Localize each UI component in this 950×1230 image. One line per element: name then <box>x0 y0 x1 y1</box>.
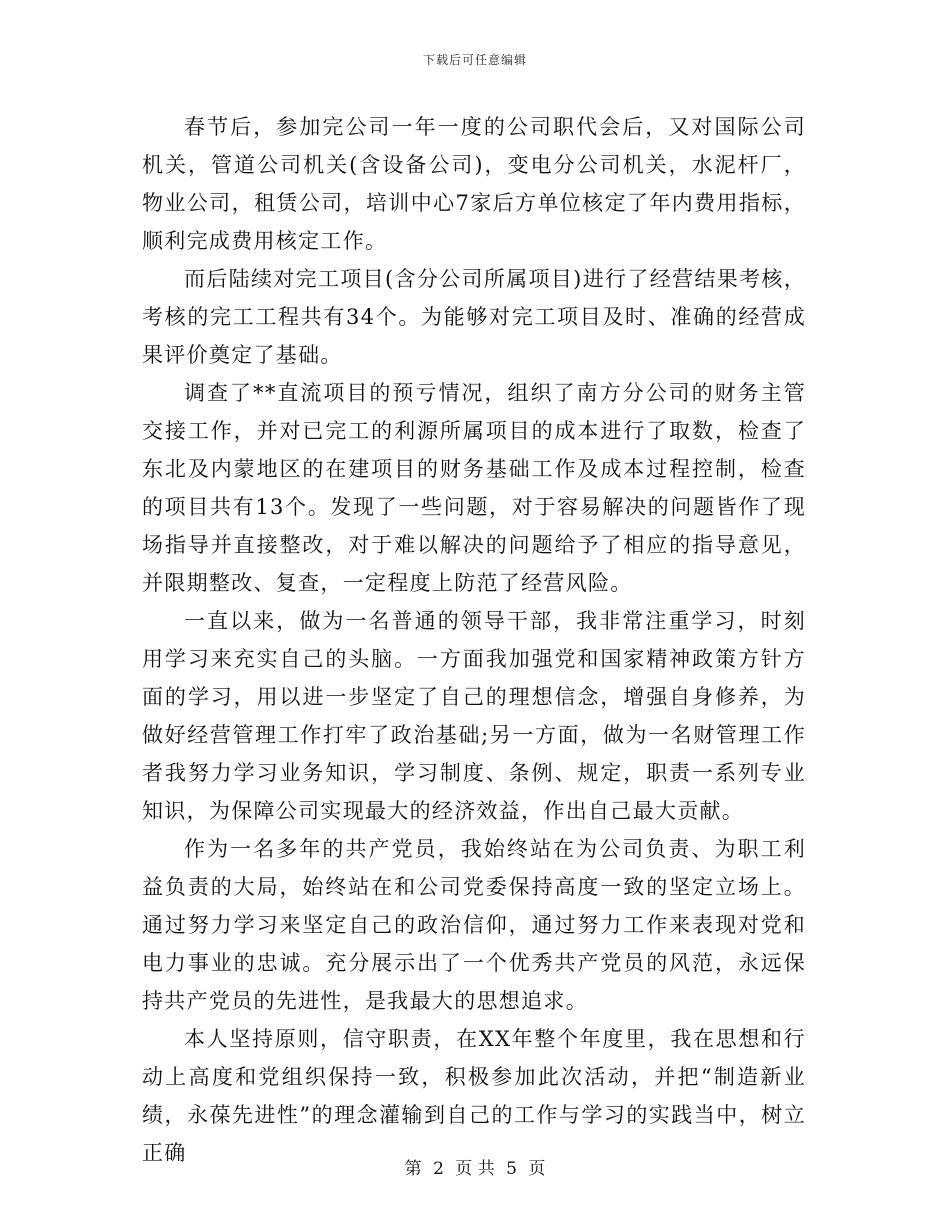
paragraph-2: 而后陆续对完工项目(含分公司所属项目)进行了经营结果考核，考核的完工工程共有34个。为能够对完工项目及时、准确的经营成果评价奠定了基础。 <box>142 267 806 367</box>
footer-total-pages: 5 <box>506 1159 517 1179</box>
paragraph-3: 调查了**直流项目的预亏情况，组织了南方分公司的财务主管交接工作，并对已完工的利源所属项目的成本进行了取数，检查了东北及内蒙地区的在建项目的财务基础工作及成本过程控制，检查的项目共有13个。发现了一些问题，对于容易解决的问题皆作了现场指导并直接整改，对于难以解决的问题给予了相应的指导意见，并限期整改、复查，一定程度上防范了经营风险。 <box>142 381 806 595</box>
page-header: 下载后可任意编辑 <box>422 53 527 67</box>
footer-current-page: 2 <box>433 1159 444 1179</box>
footer-prefix: 第 <box>404 1159 422 1179</box>
footer-middle: 页 共 <box>455 1159 495 1179</box>
page-footer <box>0 1158 950 1180</box>
document-body <box>142 108 806 1172</box>
paragraph-1: 春节后，参加完公司一年一度的公司职代会后，又对国际公司机关，管道公司机关(含设备公司)，变电分公司机关，水泥杆厂，物业公司，租赁公司，培训中心7家后方单位核定了年内费用指标，顺利完成费用核定工作。 <box>142 115 806 253</box>
paragraph-6: 本人坚持原则，信守职责，在XX年整个年度里，我在思想和行动上高度和党组织保持一致，积极参加此次活动，并把“制造新业绩，永葆先进性”的理念灌输到自己的工作与学习的实践当中，树立正确 <box>142 1027 806 1165</box>
footer-suffix: 页 <box>528 1159 546 1179</box>
paragraph-4: 一直以来，做为一名普通的领导干部，我非常注重学习，时刻用学习来充实自己的头脑。一方面我加强党和国家精神政策方针方面的学习，用以进一步坚定了自己的理想信念，增强自身修养，为做好经营管理工作打牢了政治基础;另一方面，做为一名财管理工作者我努力学习业务知识，学习制度、条例、规定，职责一系列专业知识，为保障公司实现最大的经济效益，作出自己最大贡献。 <box>142 609 806 823</box>
paragraph-5: 作为一名多年的共产党员，我始终站在为公司负责、为职工利益负责的大局，始终站在和公司党委保持高度一致的坚定立场上。通过努力学习来坚定自己的政治信仰，通过努力工作来表现对党和电力事业的忠诚。充分展示出了一个优秀共产党员的风范，永远保持共产党员的先进性，是我最大的思想追求。 <box>142 837 806 1013</box>
